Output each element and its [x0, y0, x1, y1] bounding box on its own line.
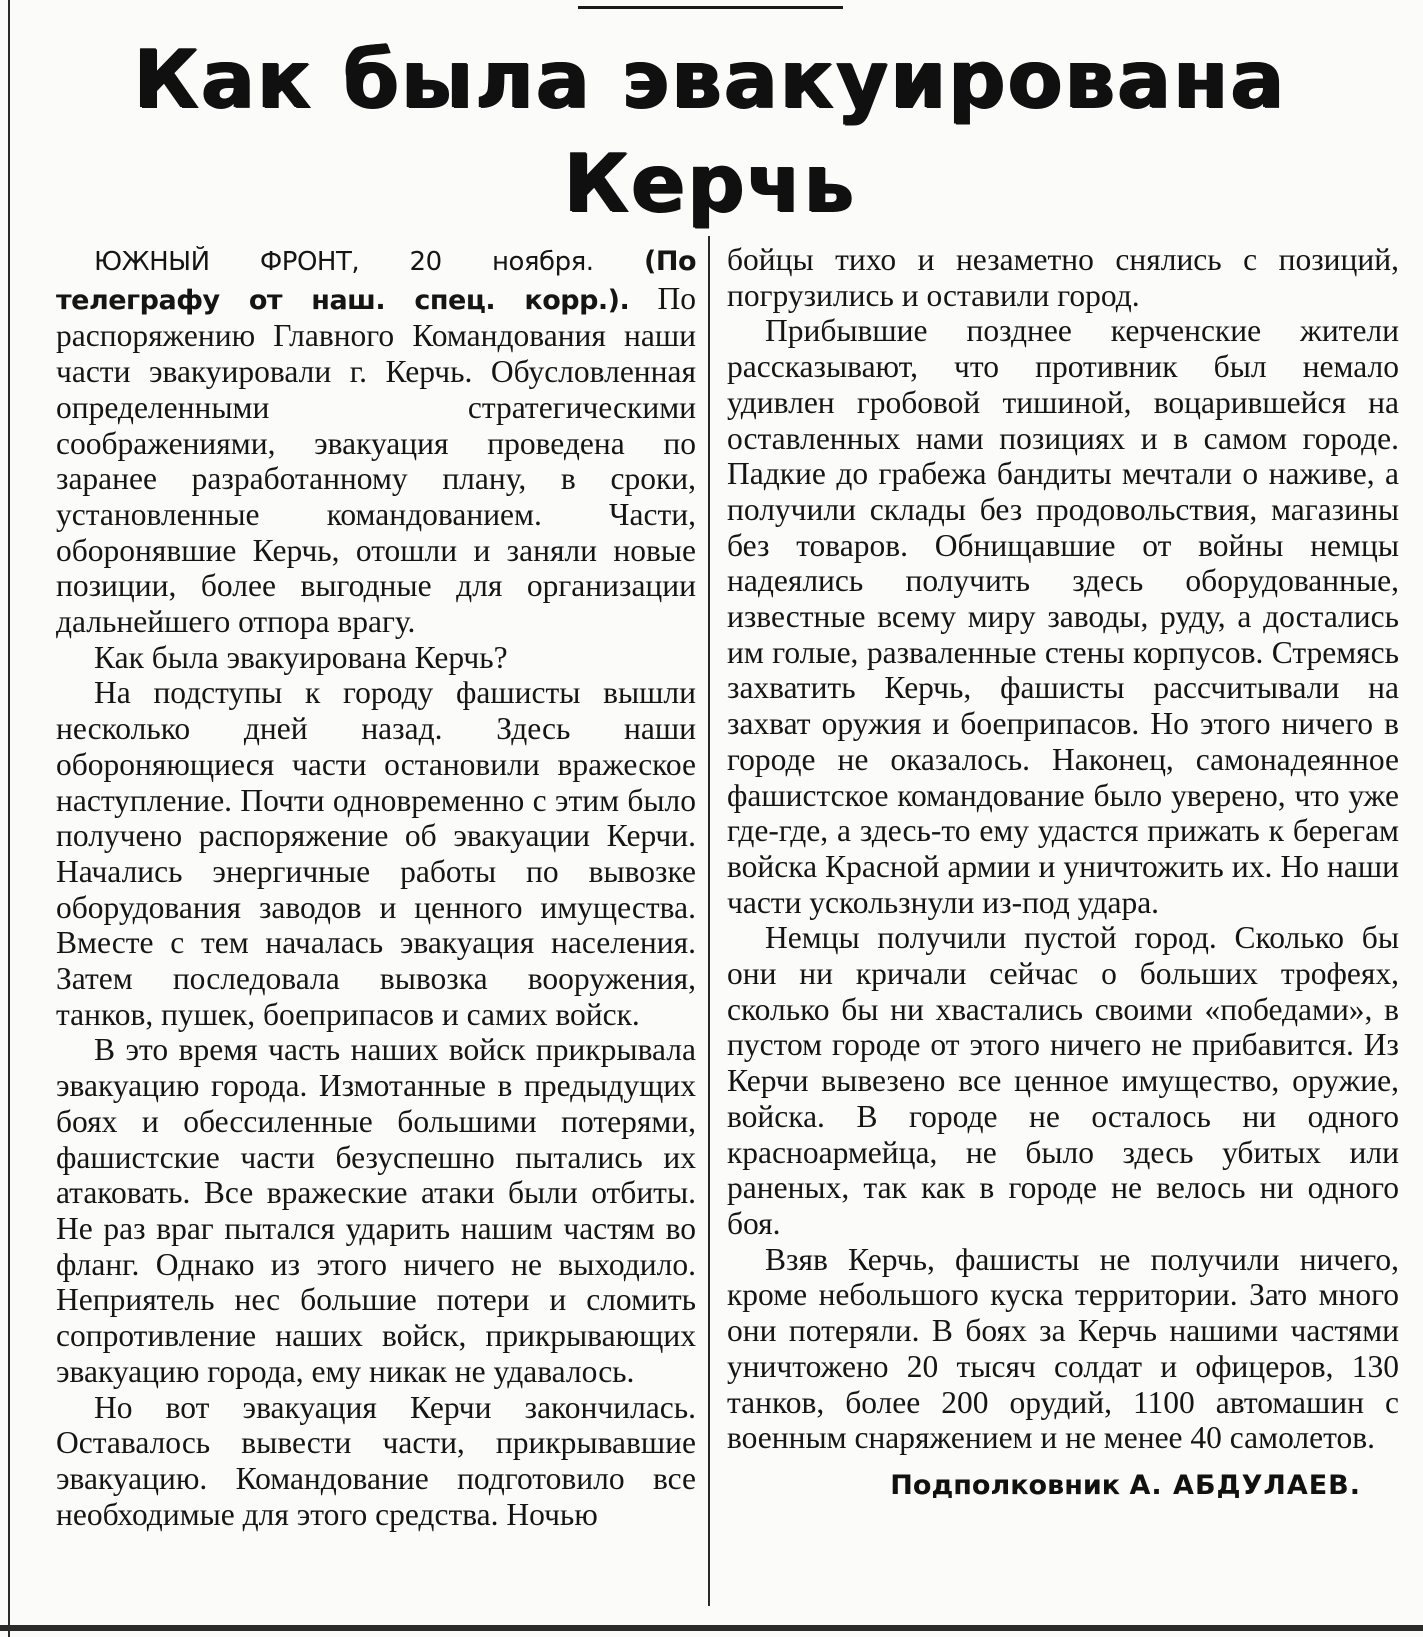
article-column-left — [56, 242, 696, 1532]
headline-line-1: Как была эвакуирована — [133, 33, 1287, 126]
article-paragraph-lead — [56, 242, 696, 640]
top-rule — [578, 6, 843, 9]
article-paragraph: Прибывшие позднее керченские жители рассказывают, что противник был немало удивлен гробовой тишиной, воцарившейся на оставленных нами позициях и в самом городе. Падкие до грабежа бандиты мечтали о наживе, а получили склады без продовольствия, магазины без товаров. Обнищавшие от войны немцы надеялись получить здесь оборудованные, известные всему миру заводы, руду, а достались им голые, развaленные стены корпусов. Стремясь захватить Керчь, фашисты рассчитывали на захват оружия и боеприпасов. Но этого ничего в городе не оказалось. Наконец, самонадеянное фашистское командование было уверено, что уже где-где, а здесь-то ему удастся прижать к берегам войска Красной армии и уничтожить их. Но наши части ускользнули из-под удара. — [727, 313, 1399, 920]
article-paragraph: Но вот эвакуация Керчи закончилась. Оставалось вывести части, прикрывавшие эвакуацию. Командование подготовило все необходимые для этого средства. Ночью — [56, 1389, 696, 1532]
article-paragraph: На подступы к городу фашисты вышли несколько дней назад. Здесь наши обороняющиеся части остановили вражеское наступление. Почти одновременно с этим было получено распоряжение об эвакуации Керчи. Начались энергичные работы по вывозке оборудования заводов и ценного имущества. Вместе с тем началась эвакуация населения. Затем последовала вывозка вооружения, танков, пушек, боеприпасов и самих войск. — [56, 675, 696, 1032]
article-paragraph-continued: бойцы тихо и незаметно снялись с позиций, погрузились и оставили город. — [727, 242, 1399, 313]
article-column-right — [727, 242, 1399, 1506]
article-paragraph: Немцы получили пустой город. Сколько бы они ни кричали сейчас о больших трофеях, сколько бы ни хвастались своими «победами», в пустом городе от этого ничего не прибавится. Из Керчи вывезено все ценное имущество, оружие, войска. В городе не осталось ни одного красноармейца, не было здесь убитых или раненых, так как в городе не велось ни одного боя. — [727, 920, 1399, 1241]
bottom-rule — [0, 1625, 1423, 1631]
article-subhead-question: Как была эвакуирована Керчь? — [94, 639, 508, 675]
headline-line-2: Керчь — [563, 137, 857, 230]
author-rank: Подполковник — [890, 1469, 1121, 1501]
source-note: (По телеграфу от наш. спец. корр.). — [56, 246, 697, 316]
column-divider — [708, 236, 710, 1606]
author-signature — [727, 1466, 1399, 1506]
article-headline — [40, 28, 1380, 236]
dateline: ЮЖНЫЙ ФРОНТ, 20 ноября. — [94, 247, 594, 277]
author-name: А. АБДУЛАЕВ. — [1129, 1469, 1361, 1501]
paragraph-text: По распоряжению Главного Командования наши части эвакуировали г. Керчь. Обусловленная определенными стратегическими соображениями, эвакуация проведена по заранее разработанному плану, в сроки, установленные командованием. Части, оборонявшие Керчь, отошли и заняли новые позиции, более выгодные для организации дальнейшего отпора врагу. — [56, 280, 696, 640]
article-paragraph: В это время часть наших войск прикрывала эвакуацию города. Измотанные в предыдущих боях и обессиленные большими потерями, фашистские части безуспешно пытались их атаковать. Все вражеские атаки были отбиты. Не раз враг пытался ударить нашим частям во фланг. Однако из этого ничего не выходило. Неприятель нес большие потери и сломить сопротивление наших войск, прикрывающих эвакуацию города, ему никак не удавалось. — [56, 1032, 696, 1389]
page-edge-line — [8, 0, 10, 1637]
article-paragraph: Взяв Керчь, фашисты не получили ничего, кроме небольшого куска территории. Зато много они потеряли. В боях за Керчь нашими частями уничтожено 20 тысяч солдат и офицеров, 130 танков, более 200 орудий, 1100 автомашин с военным снаряжением и не менее 40 самолетов. — [727, 1241, 1399, 1456]
